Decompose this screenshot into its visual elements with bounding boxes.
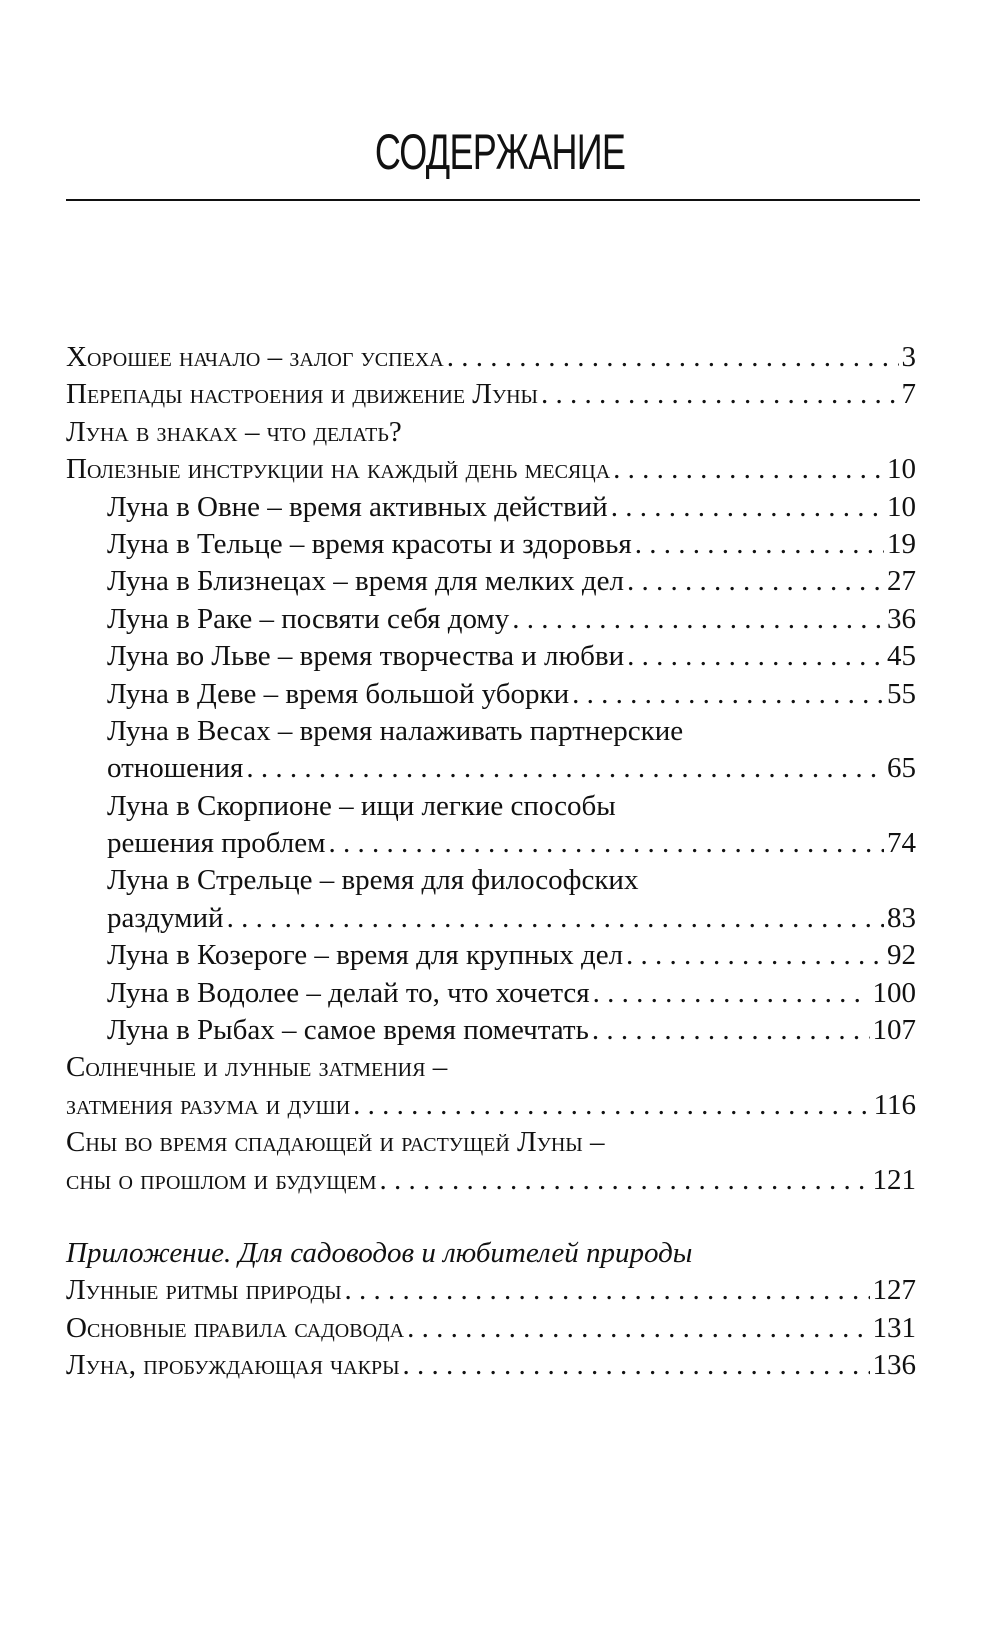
toc-entry-page: 10 [887, 490, 916, 523]
toc-entry-page: 7 [901, 378, 916, 411]
dot-leader [613, 451, 884, 488]
toc-entry-page: 27 [887, 565, 916, 598]
toc-entry [66, 414, 916, 451]
toc-entry-label: Луна в Близнецах – время для мелких дел [107, 565, 625, 598]
toc-entry-label: Луна в знаках – что делать? [66, 415, 402, 448]
toc-entry-page: 19 [887, 527, 916, 560]
dot-leader [627, 638, 884, 675]
toc-entry-page: 36 [887, 602, 916, 635]
toc-subentry[interactable] [66, 601, 916, 638]
dot-leader [541, 376, 899, 413]
toc-entry-page: 10 [887, 453, 916, 486]
toc-entry-label: Луна в Деве – время большой уборки [107, 677, 570, 710]
title-divider [66, 199, 920, 201]
dot-leader [592, 1012, 870, 1049]
toc-subentry[interactable] [66, 526, 916, 563]
page-title: СОДЕРЖАНИЕ [374, 124, 626, 180]
toc-entry[interactable] [66, 339, 916, 376]
toc-entry-page: 74 [887, 827, 916, 860]
dot-leader [447, 339, 899, 376]
toc-entry-label: раздумий [107, 901, 224, 934]
toc-entry-page: 45 [887, 640, 916, 673]
toc-entry[interactable] [66, 1162, 916, 1199]
toc-subentry[interactable] [66, 937, 916, 974]
toc-subentry [66, 713, 916, 750]
toc-entry-label: Луна, пробуждающая чакры [66, 1349, 400, 1382]
toc-entry-label: Луна в Овне – время активных действий [107, 490, 608, 523]
toc-entry-label: решения проблем [107, 827, 326, 860]
toc-subentry[interactable] [66, 750, 916, 787]
table-of-contents [66, 339, 916, 1385]
toc-entry-label: Солнечные и лунные затмения – [66, 1051, 448, 1084]
toc-entry[interactable] [66, 376, 916, 413]
toc-entry-page: 131 [872, 1311, 916, 1344]
toc-entry-label: Перепады настроения и движение Луны [66, 378, 538, 411]
appendix-heading-label: Приложение. Для садоводов и любителей природы [66, 1236, 693, 1269]
toc-subentry[interactable] [66, 489, 916, 526]
toc-entry-label: Луна в Водолее – делай то, что хочется [107, 976, 590, 1009]
dot-leader [512, 601, 884, 638]
toc-entry[interactable] [66, 451, 916, 488]
toc-entry [66, 1049, 916, 1086]
toc-entry-label: Полезные инструкции на каждый день месяца [66, 453, 611, 486]
toc-entry-page: 116 [873, 1088, 916, 1121]
toc-entry-label: Лунные ритмы природы [66, 1274, 342, 1307]
dot-leader [379, 1162, 869, 1199]
toc-entry-label: затмения разума и души [66, 1088, 351, 1121]
toc-entry-label: Хорошее начало – залог успеха [66, 341, 444, 373]
toc-entry[interactable] [66, 1272, 916, 1309]
dot-leader [611, 489, 884, 526]
toc-subentry[interactable] [66, 825, 916, 862]
toc-entry-label: Луна в Козероге – время для крупных дел [107, 939, 624, 972]
toc-entry-page: 100 [872, 976, 916, 1009]
dot-leader [572, 676, 884, 713]
toc-entry-page: 65 [887, 752, 916, 785]
toc-entry [66, 1124, 916, 1161]
toc-entry[interactable] [66, 1087, 916, 1124]
toc-entry-page: 136 [872, 1349, 916, 1382]
toc-subentry[interactable] [66, 975, 916, 1012]
toc-entry-page: 3 [901, 341, 916, 373]
toc-entry-label: Луна во Льве – время творчества и любви [107, 640, 625, 673]
dot-leader [328, 825, 884, 862]
dot-leader [627, 563, 884, 600]
toc-entry-page: 121 [872, 1163, 916, 1196]
toc-subentry [66, 788, 916, 825]
dot-leader [407, 1310, 869, 1347]
toc-entry-page: 92 [887, 939, 916, 972]
toc-entry-label: отношения [107, 752, 244, 785]
appendix-heading [66, 1235, 916, 1272]
dot-leader [345, 1272, 870, 1309]
toc-entry-page: 127 [872, 1274, 916, 1307]
toc-entry-label: Луна в Раке – посвяти себя дому [107, 602, 510, 635]
toc-entry-label: Луна в Рыбах – самое время помечтать [107, 1014, 589, 1047]
toc-entry-label: Сны во время спадающей и растущей Луны – [66, 1126, 605, 1159]
toc-subentry[interactable] [66, 1012, 916, 1049]
toc-entry-label: Луна в Скорпионе – ищи легкие способы [107, 789, 616, 822]
toc-subentry[interactable] [66, 900, 916, 937]
toc-subentry [66, 862, 916, 899]
toc-entry-label: сны о прошлом и будущем [66, 1163, 377, 1196]
dot-leader [593, 975, 870, 1012]
toc-entry-page: 55 [887, 677, 916, 710]
dot-leader [635, 526, 884, 563]
toc-entry-label: Основные правила садовода [66, 1311, 405, 1344]
dot-leader [626, 937, 884, 974]
toc-subentry[interactable] [66, 676, 916, 713]
toc-entry-label: Луна в Тельце – время красоты и здоровья [107, 527, 632, 560]
toc-entry-page: 83 [887, 901, 916, 934]
toc-entry[interactable] [66, 1347, 916, 1384]
toc-subentry[interactable] [66, 638, 916, 675]
toc-entry-label: Луна в Весах – время налаживать партнерские [107, 714, 684, 747]
toc-entry[interactable] [66, 1310, 916, 1347]
toc-entry-label: Луна в Стрельце – время для философских [107, 864, 639, 897]
dot-leader [227, 900, 884, 937]
toc-entry-page: 107 [872, 1014, 916, 1047]
dot-leader [246, 750, 884, 787]
dot-leader [403, 1347, 870, 1384]
dot-leader [353, 1087, 870, 1124]
toc-subentry[interactable] [66, 563, 916, 600]
